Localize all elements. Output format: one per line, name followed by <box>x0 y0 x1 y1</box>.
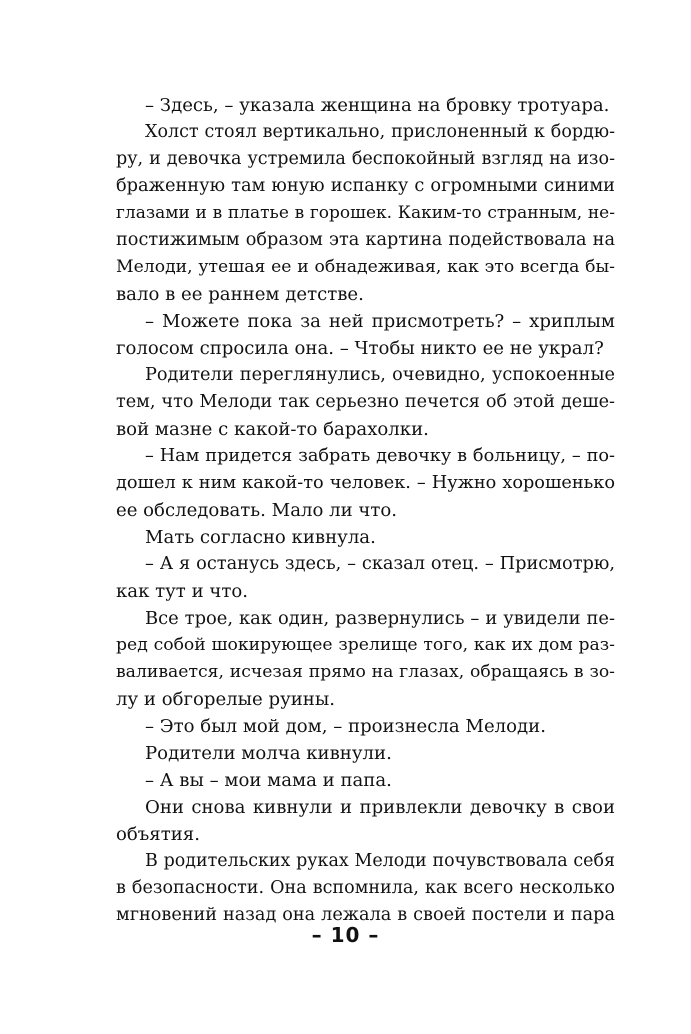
text-line: Холст стоял вертикально, прислоненный к бордю- <box>145 122 615 142</box>
text-line: дошел к ним какой-то человек. – Нужно хорошенько <box>116 473 615 493</box>
text-line: голосом спросила она. – Чтобы никто ее не украл? <box>116 338 604 359</box>
text-line: валивается, исчезая прямо на глазах, обращаясь в зо- <box>116 662 615 682</box>
text-line: В родительских руках Мелоди почувствовала себя <box>145 851 615 871</box>
text-line: ред собой шокирующее зрелище того, как их дом раз- <box>116 635 615 655</box>
text-line: объятия. <box>116 824 200 845</box>
body-text <box>116 92 615 929</box>
text-line: Они снова кивнули и привлекли девочку в свои <box>145 797 615 818</box>
text-line: мгновений назад она лежала в своей постели и пара <box>116 905 615 925</box>
text-line: глазами и в платье в горошек. Каким-то странным, не- <box>116 203 615 223</box>
text-line: – Нам придется забрать девочку в больницу, – по- <box>145 446 615 466</box>
text-line: – Можете пока за ней присмотреть? – хриплым <box>145 311 615 332</box>
text-line: Все трое, как один, развернулись – и увидели пе- <box>145 608 615 629</box>
text-line: вало в ее раннем детстве. <box>116 284 364 305</box>
text-line: ру, и девочка устремила беспокойный взгляд на изо- <box>116 149 615 169</box>
text-line: Мать согласно кивнула. <box>145 527 376 548</box>
text-line: Родители молча кивнули. <box>145 743 392 764</box>
text-line: – А я останусь здесь, – сказал отец. – Присмотрю, <box>145 554 615 574</box>
text-line: в безопасности. Она вспомнила, как всего несколько <box>116 878 615 898</box>
text-line: Родители переглянулись, очевидно, успокоенные <box>145 365 615 385</box>
text-line: постижимым образом эта картина подействовала на <box>116 230 615 250</box>
text-line: тем, что Мелоди так серьезно печется об этой деше- <box>116 392 615 412</box>
page-number: – 10 – <box>311 923 380 947</box>
text-line: – Здесь, – указала женщина на бровку тротуара. <box>145 95 610 116</box>
text-line: как тут и что. <box>116 581 249 602</box>
text-line: вой мазне с какой-то барахолки. <box>116 419 429 440</box>
text-line: браженную там юную испанку с огромными синими <box>116 176 615 196</box>
text-line: Мелоди, утешая ее и обнадеживая, как это всегда бы- <box>116 257 615 277</box>
text-line: ее обследовать. Мало ли что. <box>116 500 398 521</box>
text-line: – А вы – мои мама и папа. <box>145 770 392 791</box>
text-line: – Это был мой дом, – произнесла Мелоди. <box>145 716 546 737</box>
text-line: лу и обгорелые руины. <box>116 689 336 710</box>
